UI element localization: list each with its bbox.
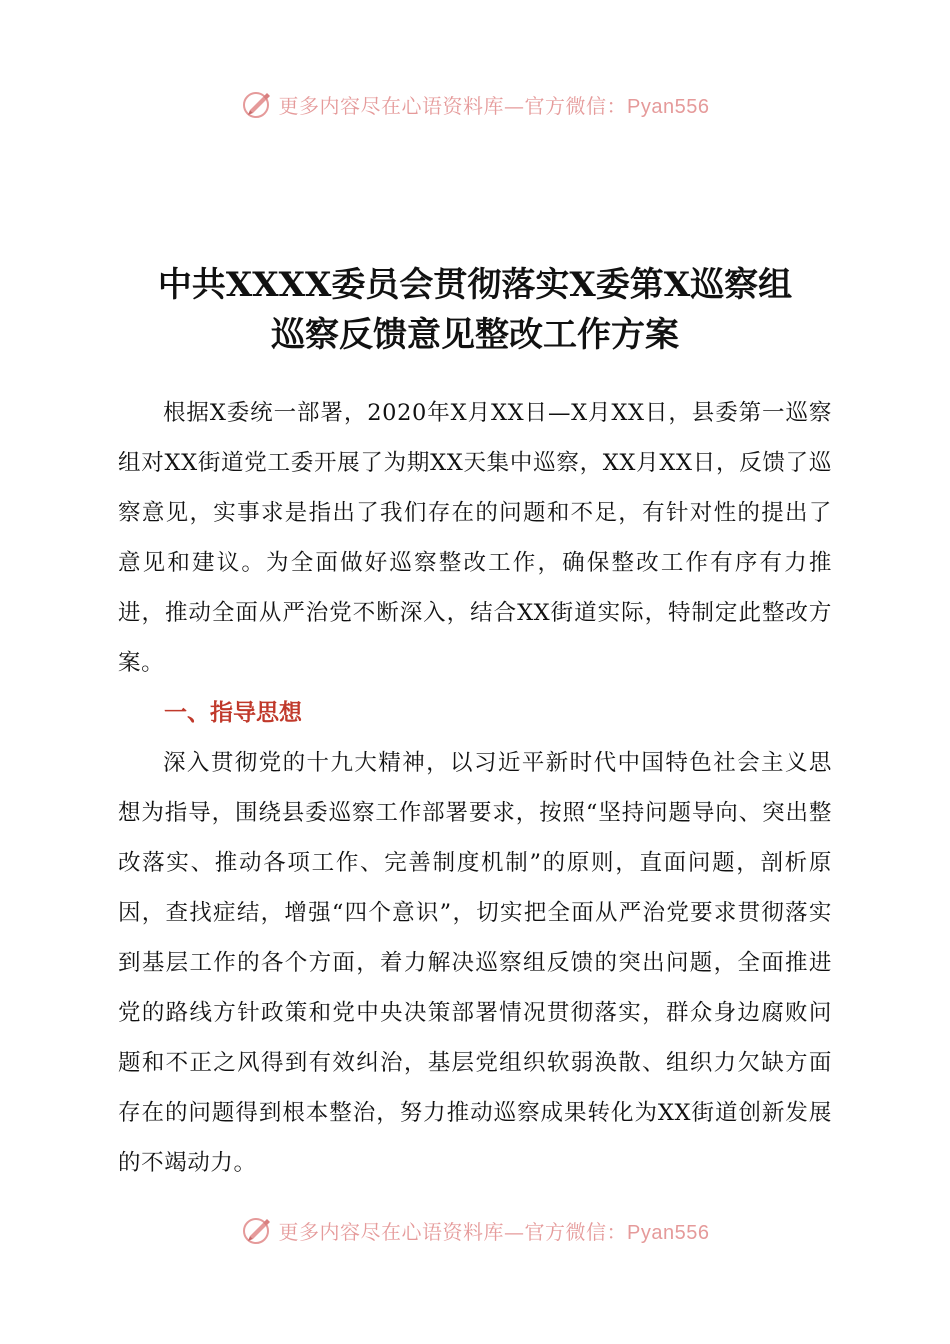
watermark-text: 更多内容尽在心语资料库—官方微信：Pyan556 — [278, 93, 710, 118]
title-line-2: 巡察反馈意见整改工作方案 — [271, 315, 679, 355]
document-title — [60, 260, 890, 360]
pen-circle-logo-icon — [241, 1214, 273, 1246]
header-watermark — [0, 84, 950, 124]
section-heading-guiding-ideology: 一、指导思想 — [164, 700, 302, 726]
wechat-id: Pyan556 — [627, 95, 710, 118]
wechat-id: Pyan556 — [627, 1221, 710, 1244]
watermark-text: 更多内容尽在心语资料库—官方微信：Pyan556 — [278, 1219, 710, 1244]
document-body — [118, 388, 832, 1188]
section-paragraph-guiding-ideology: 深入贯彻党的十九大精神，以习近平新时代中国特色社会主义思想为指导，围绕县委巡察工作部署要求，按照“坚持问题导向、突出整改落实、推动各项工作、完善制度机制”的原则，直面问题，剖析原因，查找症结，增强“四个意识”，切实把全面从严治党要求贯彻落实到基层工作的各个方面，着力解决巡察组反馈的突出问题，全面推进党的路线方针政策和党中央决策部署情况贯彻落实，群众身边腐败问题和不正之风得到有效纠治，基层党组织软弱涣散、组织力欠缺方面存在的问题得到根本整治，努力推动巡察成果转化为XX街道创新发展的不竭动力。 — [118, 750, 832, 1176]
intro-paragraph: 根据X委统一部署，2020年X月XX日—X月XX日，县委第一巡察组对XX街道党工委开展了为期XX天集中巡察，XX月XX日，反馈了巡察意见，实事求是指出了我们存在的问题和不足，有针对性的提出了意见和建议。为全面做好巡察整改工作，确保整改工作有序有力推进，推动全面从严治党不断深入，结合XX街道实际，特制定此整改方案。 — [118, 400, 832, 676]
title-line-1: 中共XXXX委员会贯彻落实X委第X巡察组 — [157, 265, 793, 305]
pen-circle-logo-icon — [241, 88, 273, 120]
footer-watermark — [0, 1210, 950, 1250]
